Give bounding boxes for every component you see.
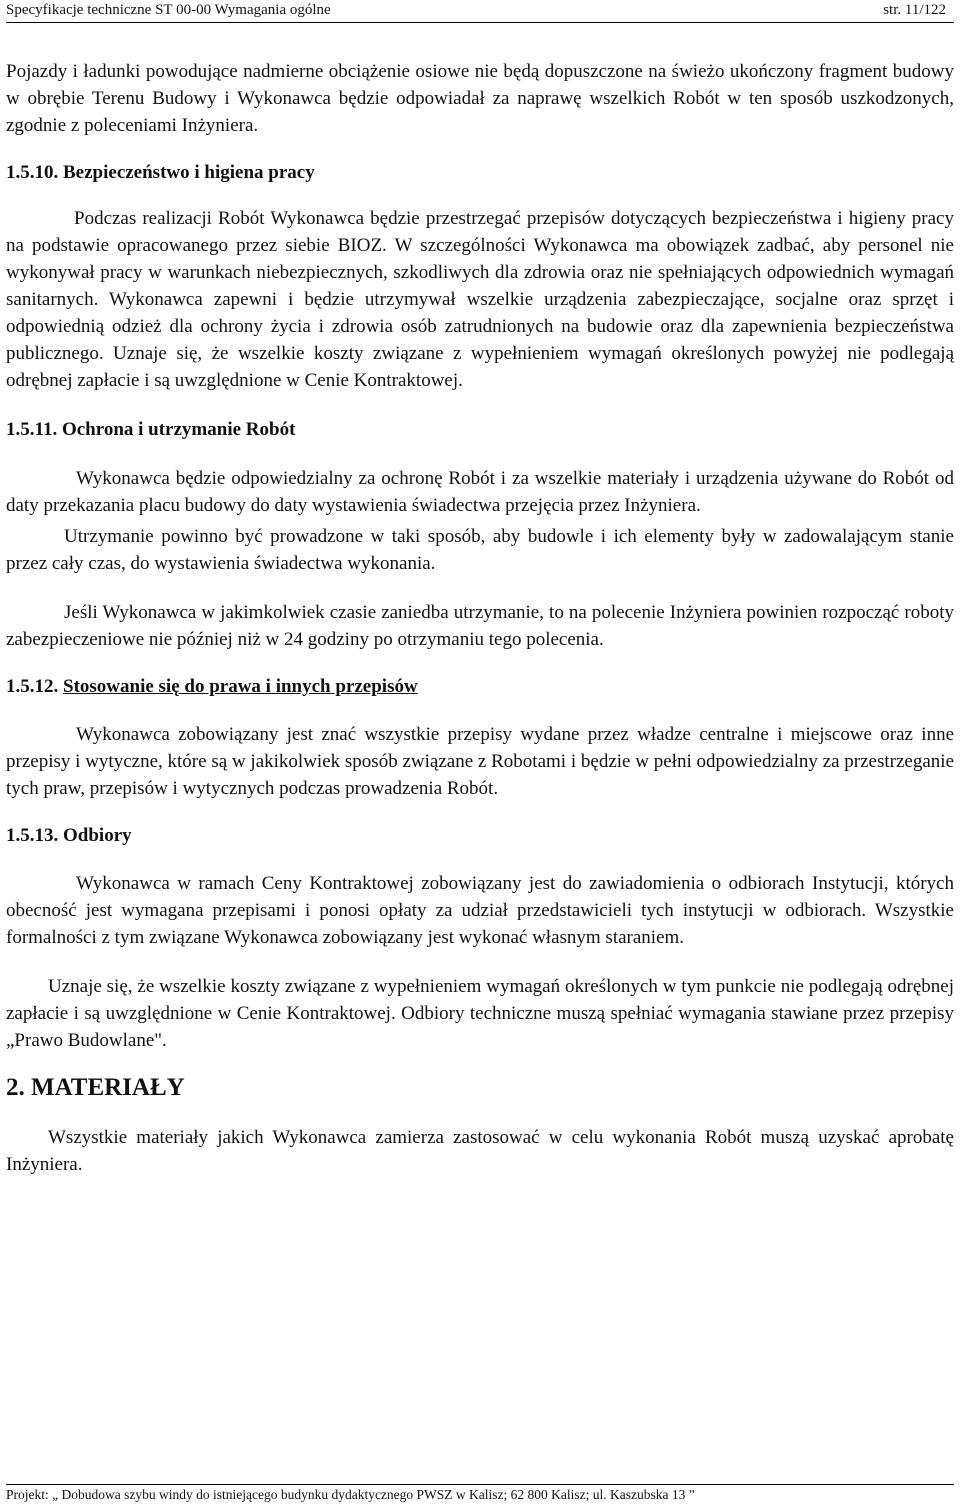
section-1512-paragraph: Wykonawca zobowiązany jest znać wszystkie przepisy wydane przez władze centralne i miejscowe oraz inne przepisy i wytyczne, które są w jakikolwiek sposób związane z Robotami i będzie w pełni odpowiedzialny za przestrzeganie tych praw, przepisów i wytycznych podczas prowadzenia Robót. (6, 724, 954, 799)
section-number: 1.5.10. (6, 162, 59, 183)
section-title: Bezpieczeństwo i higiena pracy (63, 162, 315, 183)
section-title: Odbiory (63, 825, 132, 846)
section-number: 1.5.12. (6, 676, 59, 697)
page-number: str. 11/122 (883, 2, 946, 18)
section-1513-paragraph-1: Wykonawca w ramach Ceny Kontraktowej zobowiązany jest do zawiadomienia o odbiorach Instytucji, których obecność jest wymagana przepisami i ponosi opłaty za udział przedstawicieli tych instytucji w odbiorach. Wszystkie formalności z tym związane Wykonawca zobowiązany jest wykonać własnym staraniem. (6, 873, 954, 948)
section-heading-1510 (6, 159, 954, 186)
section-heading-1512 (6, 673, 954, 700)
page-header (6, 0, 954, 23)
section-1511-paragraph-3: Jeśli Wykonawca w jakimkolwiek czasie zaniedba utrzymanie, to na polecenie Inżyniera powinien rozpocząć roboty zabezpieczeniowe nie później niż w 24 godziny po otrzymaniu tego polecenia. (6, 602, 954, 650)
section-heading-1513 (6, 822, 954, 849)
page-footer (6, 1484, 954, 1507)
section-number: 1.5.13. (6, 825, 59, 846)
chapter-heading-materialy: 2. MATERIAŁY (6, 1074, 185, 1101)
section-heading-1511 (6, 416, 954, 443)
section-1513-paragraph-2: Uznaje się, że wszelkie koszty związane z wypełnieniem wymagań określonych w tym punkcie nie podlegają odrębnej zapłacie i są uwzględnione w Cenie Kontraktowej. Odbiory techniczne muszą spełniać wymagania stawiane przez przepisy „Prawo Budowlane". (6, 976, 954, 1051)
document-body (6, 58, 954, 1178)
section-number: 1.5.11. (6, 419, 58, 440)
section-1510-paragraph: Podczas realizacji Robót Wykonawca będzie przestrzegać przepisów dotyczących bezpieczeństwa i higieny pracy na podstawie opracowanego przez siebie BIOZ. W szczególności Wykonawca ma obowiązek zadbać, aby personel nie wykonywał pracy w warunkach niebezpiecznych, szkodliwych dla zdrowia oraz nie spełniających odpowiednich wymagań sanitarnych. Wykonawca zapewni i będzie utrzymywał wszelkie urządzenia zabezpieczające, socjalne oraz sprzęt i odpowiednią odzież dla ochrony życia i zdrowia osób zatrudnionych na budowie oraz dla zapewnienia bezpieczeństwa publicznego. Uznaje się, że wszelkie koszty związane z wypełnieniem wymagań określonych powyżej nie podlegają odrębnej zapłacie i są uwzględnione w Cenie Kontraktowej. (6, 208, 954, 391)
section-1511-paragraph-1: Wykonawca będzie odpowiedzialny za ochronę Robót i za wszelkie materiały i urządzenia używane do Robót od daty przekazania placu budowy do daty wystawienia świadectwa przejęcia przez Inżyniera. (6, 468, 954, 516)
header-title: Specyfikacje techniczne ST 00-00 Wymagania ogólne (6, 2, 331, 18)
section-1511-paragraph-2: Utrzymanie powinno być prowadzone w taki sposób, aby budowle i ich elementy były w zadowalającym stanie przez cały czas, do wystawienia świadectwa wykonania. (6, 526, 954, 574)
section-2-paragraph: Wszystkie materiały jakich Wykonawca zamierza zastosować w celu wykonania Robót muszą uzyskać aprobatę Inżyniera. (6, 1127, 954, 1175)
footer-project-text: Projekt: „ Dobudowa szybu windy do istniejącego budynku dydaktycznego PWSZ w Kalisz; 62 800 Kalisz; ul. Kaszubska 13 ” (6, 1487, 695, 1502)
section-title: Ochrona i utrzymanie Robót (61, 419, 296, 440)
intro-paragraph: Pojazdy i ładunki powodujące nadmierne obciążenie osiowe nie będą dopuszczone na świeżo ukończony fragment budowy w obrębie Terenu Budowy i Wykonawca będzie odpowiadał za naprawę wszelkich Robót w ten sposób uszkodzonych, zgodnie z poleceniami Inżyniera. (6, 61, 954, 136)
section-title: Stosowanie się do prawa i innych przepisów (63, 676, 418, 697)
